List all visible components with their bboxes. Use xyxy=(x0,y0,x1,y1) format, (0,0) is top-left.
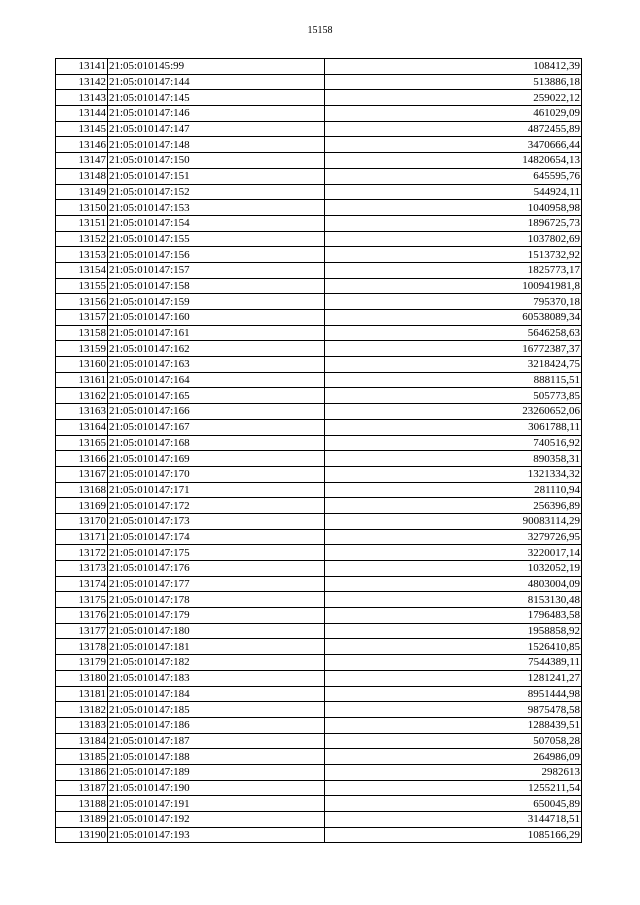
cadastral-number-cell: 21:05:010147:145 xyxy=(108,90,325,106)
value-cell: 16772387,37 xyxy=(325,341,582,357)
cadastral-number-cell: 21:05:010147:185 xyxy=(108,702,325,718)
cadastral-number-cell: 21:05:010147:187 xyxy=(108,733,325,749)
value-cell: 23260652,06 xyxy=(325,404,582,420)
value-cell: 1281241,27 xyxy=(325,670,582,686)
table-row xyxy=(56,498,582,514)
table-row xyxy=(56,184,582,200)
table-row xyxy=(56,576,582,592)
value-cell: 888115,51 xyxy=(325,372,582,388)
row-number-cell: 13149 xyxy=(56,184,108,200)
table-row xyxy=(56,764,582,780)
row-number-cell: 13175 xyxy=(56,592,108,608)
table-row xyxy=(56,419,582,435)
table-row xyxy=(56,231,582,247)
row-number-cell: 13150 xyxy=(56,200,108,216)
cadastral-number-cell: 21:05:010147:152 xyxy=(108,184,325,200)
cadastral-number-cell: 21:05:010147:164 xyxy=(108,372,325,388)
row-number-cell: 13171 xyxy=(56,529,108,545)
value-cell: 5646258,63 xyxy=(325,325,582,341)
table-row xyxy=(56,608,582,624)
table-row xyxy=(56,215,582,231)
cadastral-number-cell: 21:05:010147:177 xyxy=(108,576,325,592)
table-row xyxy=(56,733,582,749)
table-row xyxy=(56,137,582,153)
value-cell: 890358,31 xyxy=(325,451,582,467)
row-number-cell: 13162 xyxy=(56,388,108,404)
cadastral-number-cell: 21:05:010147:159 xyxy=(108,294,325,310)
cadastral-number-cell: 21:05:010147:190 xyxy=(108,780,325,796)
row-number-cell: 13155 xyxy=(56,278,108,294)
row-number-cell: 13143 xyxy=(56,90,108,106)
value-cell: 281110,94 xyxy=(325,482,582,498)
value-cell: 259022,12 xyxy=(325,90,582,106)
table-row xyxy=(56,796,582,812)
page-number: 15158 xyxy=(307,25,333,36)
value-cell: 108412,39 xyxy=(325,59,582,75)
row-number-cell: 13170 xyxy=(56,513,108,529)
value-cell: 3218424,75 xyxy=(325,357,582,373)
row-number-cell: 13174 xyxy=(56,576,108,592)
row-number-cell: 13172 xyxy=(56,545,108,561)
row-number-cell: 13144 xyxy=(56,106,108,122)
row-number-cell: 13183 xyxy=(56,717,108,733)
value-cell: 505773,85 xyxy=(325,388,582,404)
row-number-cell: 13168 xyxy=(56,482,108,498)
value-cell: 9875478,58 xyxy=(325,702,582,718)
row-number-cell: 13154 xyxy=(56,262,108,278)
cadastral-number-cell: 21:05:010147:179 xyxy=(108,608,325,624)
table-row xyxy=(56,812,582,828)
cadastral-number-cell: 21:05:010147:160 xyxy=(108,310,325,326)
table-row xyxy=(56,827,582,843)
row-number-cell: 13145 xyxy=(56,121,108,137)
value-cell: 100941981,8 xyxy=(325,278,582,294)
table-row xyxy=(56,168,582,184)
value-cell: 3061788,11 xyxy=(325,419,582,435)
value-cell: 650045,89 xyxy=(325,796,582,812)
row-number-cell: 13146 xyxy=(56,137,108,153)
cadastral-number-cell: 21:05:010147:154 xyxy=(108,215,325,231)
value-cell: 4872455,89 xyxy=(325,121,582,137)
value-cell: 3220017,14 xyxy=(325,545,582,561)
row-number-cell: 13160 xyxy=(56,357,108,373)
cadastral-number-cell: 21:05:010147:165 xyxy=(108,388,325,404)
row-number-cell: 13142 xyxy=(56,74,108,90)
cadastral-number-cell: 21:05:010147:169 xyxy=(108,451,325,467)
cadastral-number-cell: 21:05:010147:184 xyxy=(108,686,325,702)
table-row xyxy=(56,278,582,294)
cadastral-number-cell: 21:05:010147:163 xyxy=(108,357,325,373)
table-row xyxy=(56,388,582,404)
value-cell: 2982613 xyxy=(325,764,582,780)
table-row xyxy=(56,513,582,529)
value-cell: 3470666,44 xyxy=(325,137,582,153)
value-cell: 1037802,69 xyxy=(325,231,582,247)
table-row xyxy=(56,153,582,169)
table-row xyxy=(56,74,582,90)
table-row xyxy=(56,341,582,357)
value-cell: 1896725,73 xyxy=(325,215,582,231)
value-cell: 256396,89 xyxy=(325,498,582,514)
cadastral-number-cell: 21:05:010147:181 xyxy=(108,639,325,655)
cadastral-number-cell: 21:05:010147:148 xyxy=(108,137,325,153)
row-number-cell: 13158 xyxy=(56,325,108,341)
table-row xyxy=(56,325,582,341)
cadastral-number-cell: 21:05:010147:173 xyxy=(108,513,325,529)
row-number-cell: 13184 xyxy=(56,733,108,749)
cadastral-number-cell: 21:05:010147:193 xyxy=(108,827,325,843)
cadastral-number-cell: 21:05:010147:174 xyxy=(108,529,325,545)
row-number-cell: 13166 xyxy=(56,451,108,467)
row-number-cell: 13179 xyxy=(56,655,108,671)
value-cell: 264986,09 xyxy=(325,749,582,765)
value-cell: 90083114,29 xyxy=(325,513,582,529)
value-cell: 14820654,13 xyxy=(325,153,582,169)
table-row xyxy=(56,59,582,75)
row-number-cell: 13147 xyxy=(56,153,108,169)
cadastral-value-table xyxy=(55,58,582,843)
row-number-cell: 13153 xyxy=(56,247,108,263)
cadastral-number-cell: 21:05:010147:182 xyxy=(108,655,325,671)
row-number-cell: 13189 xyxy=(56,812,108,828)
row-number-cell: 13159 xyxy=(56,341,108,357)
table-body xyxy=(56,59,582,843)
value-cell: 1040958,98 xyxy=(325,200,582,216)
cadastral-number-cell: 21:05:010147:161 xyxy=(108,325,325,341)
table-row xyxy=(56,247,582,263)
row-number-cell: 13151 xyxy=(56,215,108,231)
table-row xyxy=(56,702,582,718)
table-row xyxy=(56,686,582,702)
row-number-cell: 13165 xyxy=(56,435,108,451)
row-number-cell: 13164 xyxy=(56,419,108,435)
value-cell: 1958858,92 xyxy=(325,623,582,639)
row-number-cell: 13188 xyxy=(56,796,108,812)
cadastral-number-cell: 21:05:010147:146 xyxy=(108,106,325,122)
table-row xyxy=(56,435,582,451)
table-row xyxy=(56,90,582,106)
value-cell: 8153130,48 xyxy=(325,592,582,608)
cadastral-number-cell: 21:05:010145:99 xyxy=(108,59,325,75)
table-row xyxy=(56,592,582,608)
row-number-cell: 13190 xyxy=(56,827,108,843)
value-cell: 1085166,29 xyxy=(325,827,582,843)
table-row xyxy=(56,121,582,137)
cadastral-number-cell: 21:05:010147:157 xyxy=(108,262,325,278)
cadastral-number-cell: 21:05:010147:183 xyxy=(108,670,325,686)
value-cell: 1032052,19 xyxy=(325,561,582,577)
row-number-cell: 13185 xyxy=(56,749,108,765)
table-row xyxy=(56,200,582,216)
table-row xyxy=(56,561,582,577)
table-row xyxy=(56,482,582,498)
row-number-cell: 13167 xyxy=(56,466,108,482)
table-row xyxy=(56,451,582,467)
cadastral-number-cell: 21:05:010147:172 xyxy=(108,498,325,514)
table-row xyxy=(56,372,582,388)
row-number-cell: 13187 xyxy=(56,780,108,796)
value-cell: 8951444,98 xyxy=(325,686,582,702)
row-number-cell: 13161 xyxy=(56,372,108,388)
cadastral-number-cell: 21:05:010147:170 xyxy=(108,466,325,482)
value-cell: 645595,76 xyxy=(325,168,582,184)
cadastral-number-cell: 21:05:010147:188 xyxy=(108,749,325,765)
value-cell: 1526410,85 xyxy=(325,639,582,655)
table-row xyxy=(56,529,582,545)
value-cell: 1255211,54 xyxy=(325,780,582,796)
table-row xyxy=(56,749,582,765)
value-cell: 461029,09 xyxy=(325,106,582,122)
value-cell: 1513732,92 xyxy=(325,247,582,263)
cadastral-number-cell: 21:05:010147:191 xyxy=(108,796,325,812)
row-number-cell: 13141 xyxy=(56,59,108,75)
row-number-cell: 13176 xyxy=(56,608,108,624)
cadastral-number-cell: 21:05:010147:186 xyxy=(108,717,325,733)
value-cell: 1796483,58 xyxy=(325,608,582,624)
table-row xyxy=(56,623,582,639)
row-number-cell: 13148 xyxy=(56,168,108,184)
cadastral-number-cell: 21:05:010147:147 xyxy=(108,121,325,137)
value-cell: 513886,18 xyxy=(325,74,582,90)
value-cell: 1288439,51 xyxy=(325,717,582,733)
cadastral-number-cell: 21:05:010147:175 xyxy=(108,545,325,561)
cadastral-number-cell: 21:05:010147:156 xyxy=(108,247,325,263)
row-number-cell: 13173 xyxy=(56,561,108,577)
value-cell: 544924,11 xyxy=(325,184,582,200)
cadastral-number-cell: 21:05:010147:192 xyxy=(108,812,325,828)
value-cell: 4803004,09 xyxy=(325,576,582,592)
cadastral-number-cell: 21:05:010147:158 xyxy=(108,278,325,294)
row-number-cell: 13152 xyxy=(56,231,108,247)
row-number-cell: 13163 xyxy=(56,404,108,420)
row-number-cell: 13156 xyxy=(56,294,108,310)
cadastral-number-cell: 21:05:010147:162 xyxy=(108,341,325,357)
table-row xyxy=(56,357,582,373)
table-row xyxy=(56,294,582,310)
cadastral-number-cell: 21:05:010147:153 xyxy=(108,200,325,216)
cadastral-number-cell: 21:05:010147:180 xyxy=(108,623,325,639)
cadastral-number-cell: 21:05:010147:144 xyxy=(108,74,325,90)
row-number-cell: 13157 xyxy=(56,310,108,326)
cadastral-number-cell: 21:05:010147:171 xyxy=(108,482,325,498)
cadastral-number-cell: 21:05:010147:166 xyxy=(108,404,325,420)
row-number-cell: 13182 xyxy=(56,702,108,718)
row-number-cell: 13178 xyxy=(56,639,108,655)
cadastral-number-cell: 21:05:010147:155 xyxy=(108,231,325,247)
value-cell: 60538089,34 xyxy=(325,310,582,326)
table-row xyxy=(56,404,582,420)
value-cell: 7544389,11 xyxy=(325,655,582,671)
row-number-cell: 13181 xyxy=(56,686,108,702)
row-number-cell: 13177 xyxy=(56,623,108,639)
row-number-cell: 13169 xyxy=(56,498,108,514)
value-cell: 1825773,17 xyxy=(325,262,582,278)
table-row xyxy=(56,655,582,671)
value-cell: 507058,28 xyxy=(325,733,582,749)
value-cell: 1321334,32 xyxy=(325,466,582,482)
row-number-cell: 13180 xyxy=(56,670,108,686)
cadastral-number-cell: 21:05:010147:178 xyxy=(108,592,325,608)
value-cell: 740516,92 xyxy=(325,435,582,451)
table-row xyxy=(56,545,582,561)
value-cell: 3144718,51 xyxy=(325,812,582,828)
table-row xyxy=(56,780,582,796)
cadastral-number-cell: 21:05:010147:176 xyxy=(108,561,325,577)
table-row xyxy=(56,717,582,733)
cadastral-number-cell: 21:05:010147:167 xyxy=(108,419,325,435)
table-row xyxy=(56,639,582,655)
cadastral-number-cell: 21:05:010147:151 xyxy=(108,168,325,184)
table-row xyxy=(56,262,582,278)
table-row xyxy=(56,466,582,482)
table-row xyxy=(56,106,582,122)
cadastral-number-cell: 21:05:010147:189 xyxy=(108,764,325,780)
table-row xyxy=(56,310,582,326)
row-number-cell: 13186 xyxy=(56,764,108,780)
cadastral-number-cell: 21:05:010147:168 xyxy=(108,435,325,451)
cadastral-number-cell: 21:05:010147:150 xyxy=(108,153,325,169)
value-cell: 3279726,95 xyxy=(325,529,582,545)
table-row xyxy=(56,670,582,686)
value-cell: 795370,18 xyxy=(325,294,582,310)
